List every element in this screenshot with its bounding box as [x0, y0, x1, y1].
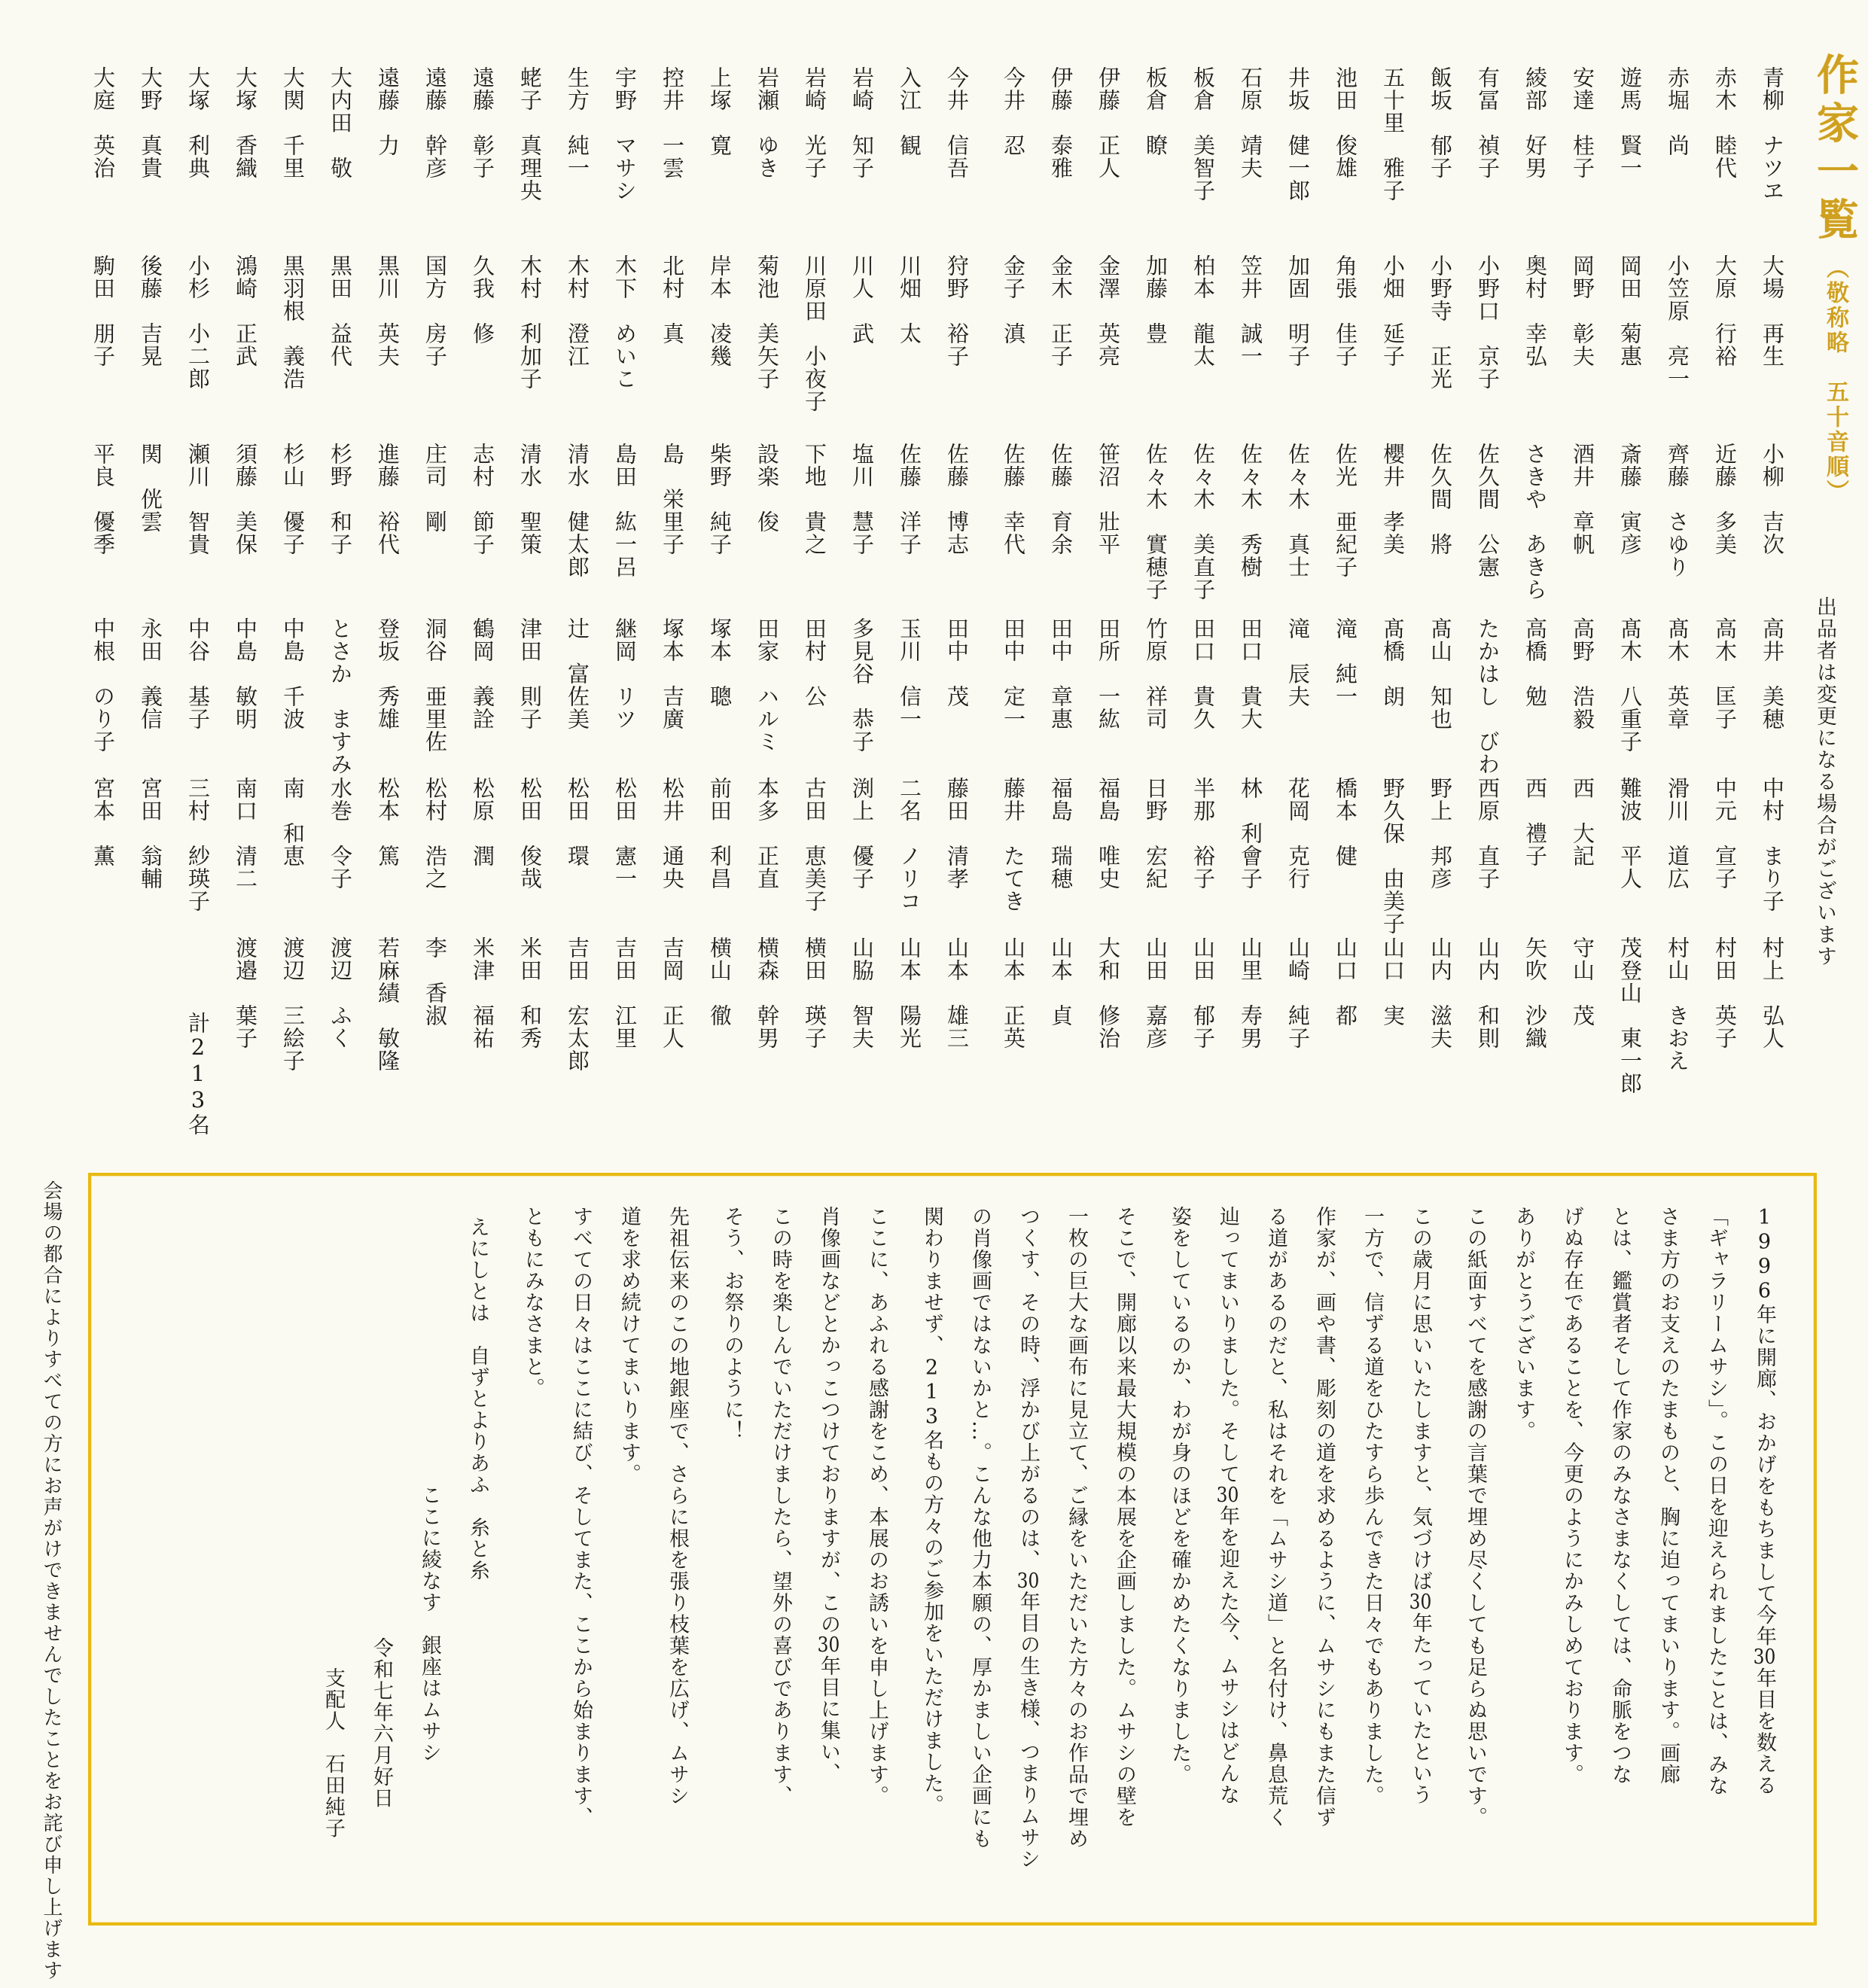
artist-name: 加固 明子	[1285, 254, 1311, 367]
artist-name: 木村 利加子	[517, 254, 543, 390]
artist-name: 松村 浩之	[422, 777, 448, 890]
artist-name: 本多 正直	[754, 777, 780, 890]
artist-name: 西原 直子	[1475, 777, 1501, 890]
artist-name: 竹原 祥司	[1143, 617, 1169, 730]
artist-name: 津田 則子	[517, 617, 543, 730]
artist-name: 青柳 ナツヱ	[1760, 66, 1785, 202]
artist-name: 遠藤 幹彦	[422, 66, 448, 179]
artist-name: 難波 平人	[1617, 777, 1643, 890]
artist-name: 藤田 清孝	[944, 777, 970, 890]
artist-name: たかはし びわ	[1475, 617, 1501, 775]
artist-name: 塚本 聰	[707, 617, 733, 708]
artist-name: 野上 邦彦	[1428, 777, 1453, 890]
artist-name: 若麻績 敏隆	[375, 936, 401, 1072]
artist-name: 半那 裕子	[1190, 777, 1216, 890]
artist-name: 多見谷 恭子	[849, 617, 875, 753]
artist-name: 山本 雄三	[944, 936, 970, 1049]
greeting-message-box	[88, 1173, 1817, 1926]
artist-name: 横田 瑛子	[802, 936, 827, 1049]
message-column: ともにみなさまと。	[521, 1206, 544, 1399]
total-count: 計213名	[185, 1012, 211, 1136]
artist-name: 山崎 純子	[1285, 936, 1311, 1049]
artist-row-6	[157, 936, 1783, 1136]
artist-name: 佐々木 秀樹	[1238, 443, 1263, 578]
artist-name: 駒田 朋子	[90, 254, 116, 367]
artist-name: 塚本 吉廣	[660, 617, 685, 730]
artist-name: 大塚 香織	[233, 66, 258, 179]
artist-name: 佐藤 育余	[1048, 443, 1074, 556]
artist-name: 継岡 リツ	[612, 617, 638, 730]
artist-name: 髙木 八重子	[1617, 617, 1643, 753]
message-column: 一方で、信ずる道をひたすら歩んできた日々でもありました。	[1361, 1206, 1384, 1807]
artist-name: 山田 郁子	[1190, 936, 1216, 1049]
artist-name: 松原 潤	[470, 777, 495, 867]
artist-name: とさか ますみ	[328, 617, 353, 775]
artist-name: 古田 恵美子	[802, 777, 827, 912]
message-column: この紙面すべてを感謝の言葉で埋め尽くしても足らぬ思いです。	[1464, 1206, 1487, 1828]
artist-name: 永田 義信	[138, 617, 163, 730]
artist-name: 大野 真貴	[138, 66, 163, 179]
page-title-honorific-note: （敬称略 五十音順）	[1822, 256, 1848, 504]
artist-name: 茂登山 東一郎	[1617, 936, 1643, 1094]
artist-name: 岩瀬 ゆき	[754, 66, 780, 179]
artist-name: 笠井 誠一	[1238, 254, 1263, 367]
artist-name: 松本 篤	[375, 777, 401, 867]
artist-name: 上塚 寛	[707, 66, 733, 157]
message-column: この時を楽しんでいただけましたら、望外の喜びであります、	[769, 1206, 792, 1807]
artist-name: 中島 敏明	[233, 617, 258, 730]
message-column: 支配人 石田純子	[321, 1667, 345, 1839]
artist-name: 杉山 優子	[280, 443, 306, 556]
artist-name: 小野寺 正光	[1428, 254, 1453, 390]
artist-name: 志村 節子	[470, 443, 495, 556]
message-column: ここに綾なす 銀座はムサシ	[418, 1484, 441, 1764]
artist-name: 板倉 瞭	[1143, 66, 1169, 157]
artist-name: 五十里 雅子	[1380, 66, 1406, 202]
artist-name: 国方 房子	[422, 254, 448, 367]
artist-name: 綾部 好男	[1522, 66, 1548, 179]
artist-name: 中島 千波	[280, 617, 306, 730]
artist-name: 滝 純一	[1333, 617, 1358, 708]
artist-name: 佐光 亜紀子	[1333, 443, 1358, 578]
artist-name: 金澤 英亮	[1096, 254, 1121, 367]
artist-name: 田中 茂	[944, 617, 970, 708]
artist-name: 島田 紘一呂	[612, 443, 638, 578]
page-title-column	[1810, 53, 1860, 504]
artist-name: 南口 清二	[233, 777, 258, 890]
message-column: とは、鑑賞者そして作家のみなさまなくしては、命脈をつな	[1608, 1206, 1632, 1786]
message-column: 一枚の巨大な画布に見立て、ご縁をいただいた方々のお作品で埋め	[1065, 1206, 1088, 1849]
artist-name: 村田 英子	[1712, 936, 1738, 1049]
artist-name: 金木 正子	[1048, 254, 1074, 367]
artist-name: 守山 茂	[1570, 936, 1595, 1027]
artist-name: 村山 きおえ	[1665, 936, 1690, 1072]
message-column: 道を求め続けてまいります。	[617, 1206, 641, 1485]
artist-name: 岡田 菊惠	[1617, 254, 1643, 367]
artist-name: 岩崎 知子	[849, 66, 875, 179]
artist-name: 黒田 益代	[328, 254, 353, 367]
artist-name: 入江 観	[897, 66, 922, 157]
artist-name: 井坂 健一郎	[1285, 66, 1311, 202]
artist-name: 遠藤 力	[375, 66, 401, 157]
artist-name: 松田 環	[565, 777, 590, 867]
artist-name: 佐々木 實穂子	[1143, 443, 1169, 601]
artist-name: 佐久間 將	[1428, 443, 1453, 556]
artist-name: 小柳 吉次	[1760, 443, 1785, 556]
artist-name: 鶴岡 義詮	[470, 617, 495, 730]
artist-name: 渡辺 ふく	[328, 936, 353, 1049]
artist-name: 李 香淑	[422, 936, 448, 1027]
message-column: ここに、あふれる感謝をこめ、本展のお誘いを申し上げます。	[865, 1206, 888, 1807]
artist-name: 中根 のり子	[90, 617, 116, 753]
artist-name: 佐藤 洋子	[897, 443, 922, 556]
artist-name: 林 利會子	[1238, 777, 1263, 890]
artist-name: 平良 優季	[90, 443, 116, 556]
artist-name: 有冨 禎子	[1475, 66, 1501, 179]
artist-name: 奥村 幸弘	[1522, 254, 1548, 367]
artist-name: 山内 滋夫	[1428, 936, 1453, 1049]
message-column: の肖像画ではないかと…。こんな他力本願の、厚かましい企画にも	[968, 1206, 992, 1849]
exhibitor-change-note: 出品者は変更になる場合がございます	[1813, 596, 1836, 967]
artist-row-1	[66, 66, 1783, 202]
artist-name: 今井 信吾	[944, 66, 970, 179]
artist-name: 山本 陽光	[897, 936, 922, 1049]
artist-name: 安達 桂子	[1570, 66, 1595, 179]
artist-name: 松井 通央	[660, 777, 685, 890]
artist-name: 山脇 智夫	[849, 936, 875, 1049]
artist-name: 齊藤 さゆり	[1665, 443, 1690, 578]
artist-name: 滝 辰夫	[1285, 617, 1311, 708]
message-column: 姿をしているのか、わが身のほどを確かめたくなりました。	[1168, 1206, 1191, 1786]
artist-name: 久我 修	[470, 254, 495, 345]
message-column: 関わりませず、213名もの方々のご参加をいただけました。	[920, 1206, 943, 1816]
artist-name: 田口 貴久	[1190, 617, 1216, 730]
artist-name: 髙木 英章	[1665, 617, 1690, 730]
message-column: 作家が、画や書、彫刻の道を求めるように、ムサシにもまた信ず	[1312, 1206, 1336, 1828]
artist-name: 黒羽根 義浩	[280, 254, 306, 390]
artist-name: 島 栄里子	[660, 443, 685, 556]
artist-name: 吉田 江里	[612, 936, 638, 1049]
artist-name: 二名 ノリコ	[897, 777, 922, 912]
artist-name: 福島 唯史	[1096, 777, 1121, 890]
artist-name: 登坂 秀雄	[375, 617, 401, 730]
artist-name: 川畑 太	[897, 254, 922, 345]
artist-name: 佐藤 幸代	[1001, 443, 1026, 556]
artist-name: 村上 弘人	[1760, 936, 1785, 1049]
artist-name: 北村 真	[660, 254, 685, 345]
artist-name: 蛯子 真理央	[517, 66, 543, 202]
artist-name: 近藤 多美	[1712, 443, 1738, 556]
artist-name: 辻 富佐美	[565, 617, 590, 730]
message-column: 肖像画などとかっこつけておりますが、この30年目に集い、	[817, 1206, 840, 1784]
artist-name: 大場 再生	[1760, 254, 1785, 367]
artist-name: 小野口 京子	[1475, 254, 1501, 390]
artist-name: 矢吹 沙織	[1522, 936, 1548, 1049]
artist-name: 山本 正英	[1001, 936, 1026, 1049]
artist-name: 遊馬 賢一	[1617, 66, 1643, 179]
artist-name: 斎藤 寅彦	[1617, 443, 1643, 556]
artist-name: 渡辺 三絵子	[280, 936, 306, 1072]
artist-name: 清水 健太郎	[565, 443, 590, 578]
artist-name: 田口 貴大	[1238, 617, 1263, 730]
artist-name: 赤堀 尚	[1665, 66, 1690, 157]
artist-name: 岸本 凌幾	[707, 254, 733, 367]
message-column: げぬ存在であることを、今更のようにかみしめております。	[1560, 1206, 1583, 1786]
artist-name: 控井 一雲	[660, 66, 685, 179]
artist-name: 中谷 基子	[185, 617, 211, 730]
artist-name: 板倉 美智子	[1190, 66, 1216, 202]
artist-name: 高橋 勉	[1522, 617, 1548, 708]
message-column: えにしとは 自ずとよりあふ 糸と糸	[466, 1216, 489, 1582]
artist-name: 花岡 克行	[1285, 777, 1311, 890]
page-title: 作家一覧	[1810, 53, 1860, 245]
artist-name: 加藤 豊	[1143, 254, 1169, 345]
artist-name: 後藤 吉晃	[138, 254, 163, 367]
artist-name: 福島 瑞穂	[1048, 777, 1074, 890]
artist-name: 山本 貞	[1048, 936, 1074, 1027]
artist-name: 洞谷 亜里佐	[422, 617, 448, 753]
artist-name: 川人 武	[849, 254, 875, 345]
artist-name: 日野 宏紀	[1143, 777, 1169, 890]
message-column: そこで、開廊以来最大規模の本展を企画しました。ムサシの壁を	[1113, 1206, 1136, 1828]
artist-name: 大内田 敬	[328, 66, 353, 179]
artist-name: 関 侊雲	[138, 443, 163, 533]
artist-name: 笹沼 壯平	[1096, 443, 1121, 556]
artist-name: 瀬川 智貴	[185, 443, 211, 556]
artist-name: 佐藤 博志	[944, 443, 970, 556]
artist-name: 田村 公	[802, 617, 827, 708]
artist-name: 渡邉 葉子	[233, 936, 258, 1049]
artist-name: 佐々木 真士	[1285, 443, 1311, 578]
artist-name: 米田 和秀	[517, 936, 543, 1049]
artist-name: 田中 章惠	[1048, 617, 1074, 730]
artist-name: 佐久間 公憲	[1475, 443, 1501, 578]
artist-name: 金子 滇	[1001, 254, 1026, 345]
artist-name: 高井 美穂	[1760, 617, 1785, 730]
artist-name: 川原田 小夜子	[802, 254, 827, 413]
artist-name: 南 和恵	[280, 777, 306, 867]
artist-name: 生方 純一	[565, 66, 590, 179]
artist-name: 下地 貴之	[802, 443, 827, 556]
artist-name: 松田 俊哉	[517, 777, 543, 890]
artist-name: 庄司 剛	[422, 443, 448, 533]
artist-name: 櫻井 孝美	[1380, 443, 1406, 556]
message-column: 先祖伝来のこの地銀座で、さらに根を張り枝葉を広げ、ムサシ	[666, 1206, 689, 1807]
artist-name: 大関 千里	[280, 66, 306, 179]
artist-name: 大塚 利典	[185, 66, 211, 179]
artist-name: 柴野 純子	[707, 443, 733, 556]
artist-name: 米津 福祐	[470, 936, 495, 1049]
artist-name: 松田 憲一	[612, 777, 638, 890]
artist-name: 高野 浩毅	[1570, 617, 1595, 730]
artist-name: 伊藤 正人	[1096, 66, 1121, 179]
message-column: 1996年に開廊、おかげをもちまして今年30年目を数える	[1753, 1206, 1776, 1796]
artist-name: 橋本 健	[1333, 777, 1358, 867]
artist-name: 池田 俊雄	[1333, 66, 1358, 179]
artist-name: 赤木 睦代	[1712, 66, 1738, 179]
message-column: すべての日々はここに結び、そしてまた、ここから始まります、	[569, 1206, 593, 1828]
artist-name: 田中 定一	[1001, 617, 1026, 730]
artist-name: 髙橋 朗	[1380, 617, 1406, 708]
artist-name: 角張 佳子	[1333, 254, 1358, 367]
artist-name: 今井 忍	[1001, 66, 1026, 157]
artist-name: 宮本 薫	[90, 777, 116, 867]
artist-name: 中村 まり子	[1760, 777, 1785, 912]
artist-name: 高木 匡子	[1712, 617, 1738, 730]
artist-name: 佐々木 美直子	[1190, 443, 1216, 601]
message-column: さま方のお支えのたまものと、胸に迫ってまいります。画廊	[1656, 1206, 1680, 1786]
artist-name: 横山 徹	[707, 936, 733, 1027]
message-column: ありがとうございます。	[1512, 1206, 1535, 1442]
artist-name: 須藤 美保	[233, 443, 258, 556]
artist-name: 岡野 彰夫	[1570, 254, 1595, 367]
artist-name: 藤井 たてき	[1001, 777, 1026, 912]
artist-name: 宮田 翁輔	[138, 777, 163, 890]
artist-name: 西 禮子	[1522, 777, 1548, 867]
artist-row-5	[66, 777, 1783, 935]
artist-name: 吉田 宏太郎	[565, 936, 590, 1072]
artist-name: 黒川 英夫	[375, 254, 401, 367]
artist-name: 塩川 慧子	[849, 443, 875, 556]
artist-name: 石原 靖夫	[1238, 66, 1263, 179]
artist-name: 水巻 令子	[328, 777, 353, 890]
artist-name: 木村 澄江	[565, 254, 590, 367]
artist-name: 西 大記	[1570, 777, 1595, 867]
artist-name: 山里 寿男	[1238, 936, 1263, 1049]
artist-name: 酒井 章帆	[1570, 443, 1595, 556]
artist-name: 野久保 由美子	[1380, 777, 1406, 935]
artist-name: 渕上 優子	[849, 777, 875, 890]
artist-name: 遠藤 彰子	[470, 66, 495, 179]
artist-name: 山口 実	[1380, 936, 1406, 1027]
artist-name: 山内 和則	[1475, 936, 1501, 1049]
artist-name: 田家 ハルミ	[754, 617, 780, 753]
artist-name: 滑川 道広	[1665, 777, 1690, 890]
message-column: る道があるのだと、私はそれを「ムサシ道」と名付け、鼻息荒く	[1264, 1206, 1287, 1828]
artist-name: 柏本 龍太	[1190, 254, 1216, 367]
artist-name: 横森 幹男	[754, 936, 780, 1049]
artist-name: 鴻崎 正武	[233, 254, 258, 367]
artist-name: 髙山 知也	[1428, 617, 1453, 730]
artist-name: 宇野 マサシ	[612, 66, 638, 202]
artist-name: 小畑 延子	[1380, 254, 1406, 367]
artist-row-3	[66, 443, 1783, 601]
artist-name: 小杉 小二郎	[185, 254, 211, 390]
artist-name: さきや あきら	[1522, 443, 1548, 601]
artist-name: 山口 都	[1333, 936, 1358, 1027]
venue-apology-note: 会場の都合によりすべての方にお声がけできませんでしたことをお詫び申し上げます	[40, 1180, 62, 1981]
artist-name: 三村 紗瑛子	[185, 777, 211, 912]
message-column: 令和七年六月好日	[370, 1637, 393, 1809]
message-column: この歳月に思いいたしますと、気づけば30年たっていたという	[1409, 1206, 1432, 1806]
message-column: 「ギャラリームサシ」。この日を迎えられましたことは、みな	[1705, 1206, 1728, 1797]
artist-name: 田所 一紘	[1096, 617, 1121, 730]
artist-name: 清水 聖策	[517, 443, 543, 556]
artist-name: 岩崎 光子	[802, 66, 827, 179]
artist-name: 進藤 裕代	[375, 443, 401, 556]
artist-row-2	[66, 254, 1783, 413]
artist-name: 大庭 英治	[90, 66, 116, 179]
artist-name: 飯坂 郁子	[1428, 66, 1453, 179]
message-column: そう、お祭りのように！	[721, 1206, 744, 1442]
artist-name: 木下 めいこ	[612, 254, 638, 390]
artist-name: 玉川 信一	[897, 617, 922, 730]
message-column: 辿ってまいりました。そして30年を迎えた今、ムサシはどんな	[1216, 1206, 1239, 1806]
artist-name: 杉野 和子	[328, 443, 353, 556]
artist-name: 伊藤 泰雅	[1048, 66, 1074, 179]
artist-name: 大和 修治	[1096, 936, 1121, 1049]
greeting-message-text	[100, 1206, 1775, 1895]
artist-name: 山田 嘉彦	[1143, 936, 1169, 1049]
artist-name: 設楽 俊	[754, 443, 780, 533]
artist-name: 中元 宣子	[1712, 777, 1738, 890]
message-column: つくす、その時、浮かび上がるのは、30年目の生き様、つまりムサシ	[1016, 1206, 1040, 1870]
artist-name: 大原 行裕	[1712, 254, 1738, 367]
artist-name: 狩野 裕子	[944, 254, 970, 367]
artist-name: 小笠原 亮一	[1665, 254, 1690, 390]
artist-name: 菊池 美矢子	[754, 254, 780, 390]
artist-name: 前田 利昌	[707, 777, 733, 890]
artist-row-4	[66, 617, 1783, 775]
artist-name: 吉岡 正人	[660, 936, 685, 1049]
